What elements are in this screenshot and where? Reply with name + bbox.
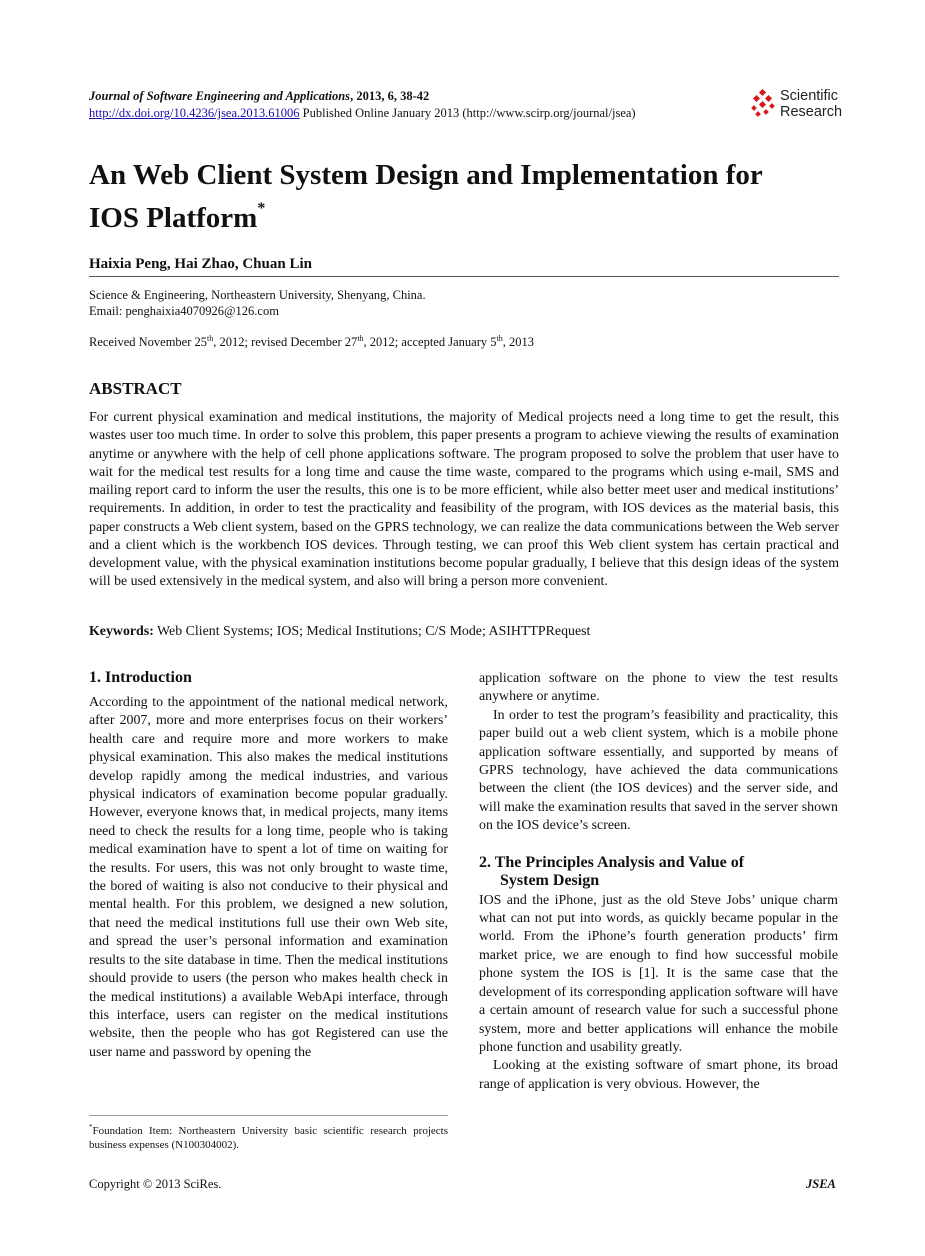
logo-line-2: Research (780, 104, 843, 120)
right-paragraph-2: In order to test the program’s feasibility and practicality, this paper build out a web client system, which is a mobile phone application software essentially, and supported by means of GPRS technology, have achieved the data communications between the client (the IOS devices) and the server side, and will make the examination results that saved in the server shown on the IOS device’s screen. (479, 707, 838, 834)
published-text: Published Online January 2013 (http://www.scirp.org/journal/jsea) (299, 106, 636, 120)
footnote (89, 1120, 448, 1152)
keywords-line (89, 624, 590, 640)
logo-line-1: Scientific (780, 88, 839, 104)
footnote-divider (89, 1115, 448, 1116)
journal-citation (89, 88, 429, 104)
copyright: Copyright © 2013 SciRes. (89, 1177, 222, 1191)
received-dates (89, 334, 534, 350)
keywords: Web Client Systems; IOS; Medical Institutions; C/S Mode; ASIHTTPRequest (153, 624, 591, 639)
section-2-heading-line-2: System Design (500, 871, 600, 889)
email: Email: penghaixia4070926@126.com (89, 304, 279, 318)
accepted-text: , 2012; accepted January 5 (363, 335, 497, 349)
section-heading-principles (479, 854, 838, 890)
footnote-mark: * (89, 1123, 93, 1131)
author-divider (89, 276, 839, 277)
journal-volume: , 2013, 6, 38-42 (350, 89, 430, 103)
doi-line (89, 105, 636, 121)
received-sup: th (207, 334, 214, 343)
abstract-text: For current physical examination and medical institutions, the majority of Medical projects need a long time to get the result, this wastes user too much time. In order to solve this problem, this paper presents a program to achieve viewing the results of examination anytime or anywhere with the help of cell phone applications software. The program proposed to solve the problem that user have to wait for the medical test results for a long time and cause the time waste, compared to the programs which using e-mail, SMS and mailing report card to inform the user the results, this one is to be more efficient, while also better meet user and medical institutions’ requirements. In addition, in order to test the practicality and feasibility of the program, with IOS devices as the material basis, this paper constructs a Web client system, based on the GPRS technology, we can realize the data communications between the Web server and a client which is the workbench IOS devices. Through testing, we can proof this Web client system has certain practical and development value, with the physical examination institutions become popular gradually, I believe that this design ideas of the system will be used extensively in the medical system, and also will bring a person more convenient. (89, 410, 839, 590)
left-column (89, 669, 448, 1062)
title-line-1: An Web Client System Design and Implementation for (89, 159, 763, 191)
journal-abbreviation: JSEA (806, 1177, 836, 1191)
scientific-research-logo (750, 88, 845, 122)
accepted-year: , 2013 (502, 335, 534, 349)
revised-text: , 2012; revised December 27 (213, 335, 358, 349)
section-2-paragraph-2: Looking at the existing software of smart phone, its broad range of application is very obvious. However, the (479, 1058, 838, 1092)
received-text: Received November 25 (89, 335, 208, 349)
abstract-heading: ABSTRACT (89, 379, 182, 398)
accepted-sup: th (496, 334, 503, 343)
section-2-heading-line-1: 2. The Principles Analysis and Value of (479, 853, 745, 871)
right-paragraph-1: application software on the phone to view the test results anywhere or anytime. (479, 671, 838, 705)
paper-title (89, 158, 849, 235)
keywords-label: Keywords: (89, 624, 154, 639)
revised-sup: th (357, 334, 364, 343)
affiliation: Science & Engineering, Northeastern University, Shenyang, China. (89, 288, 426, 302)
section-heading-introduction: 1. Introduction (89, 669, 192, 686)
intro-paragraph: According to the appointment of the national medical network, after 2007, more and more enterprises focus on their workers’ health care and require more and more workers to make physical examination. This also makes the medical institutions develop rapidly among the medical industries, and various physical indicators of examination become popular gradually. However, everyone knows that, in medical projects, many items need to check the results for a long time, people who is taking medical examination have to spent a lot of time on waiting for the results. For users, this was not only brought to waste time, the bored of waiting is also not conducive to their physical and mental health. For this problem, we designed a new solution, that need the medical institutions full use their own Web site, and spread the user’s personal information and examination results to the site database in time. Then the medical institutions should provide to users (the person who makes health check in the medical institutions) a available WebApi interface, through this interface, users can register on the medical institutions website, then the people who has got Registered can use the user name and password by opening the (89, 695, 448, 1060)
section-2-paragraph-1: IOS and the iPhone, just as the old Steve Jobs’ unique charm what can not put into words, as quickly became popular in the world. From the iPhone’s fourth generation products’ firm market price, we are enough to find how successful mobile phone system the IOS is [1]. It is the same case that the development of its corresponding application software will have a certain amount of research value for such a successful phone system, more and better applications will enhance the mobile phone function and usability greatly. (479, 892, 838, 1055)
title-line-2: IOS Platform (89, 202, 258, 234)
authors: Haixia Peng, Hai Zhao, Chuan Lin (89, 256, 312, 272)
right-column (479, 670, 838, 1094)
title-footnote-mark: * (257, 200, 266, 217)
doi-link[interactable]: http://dx.doi.org/10.4236/jsea.2013.61006 (89, 106, 300, 120)
publisher-logo-icon (750, 88, 778, 120)
journal-name: Journal of Software Engineering and Applications (89, 89, 351, 103)
footnote-text: Foundation Item: Northeastern University basic scientific research projects business expenses (N100304002). (89, 1125, 448, 1151)
affiliation-block (89, 287, 426, 319)
